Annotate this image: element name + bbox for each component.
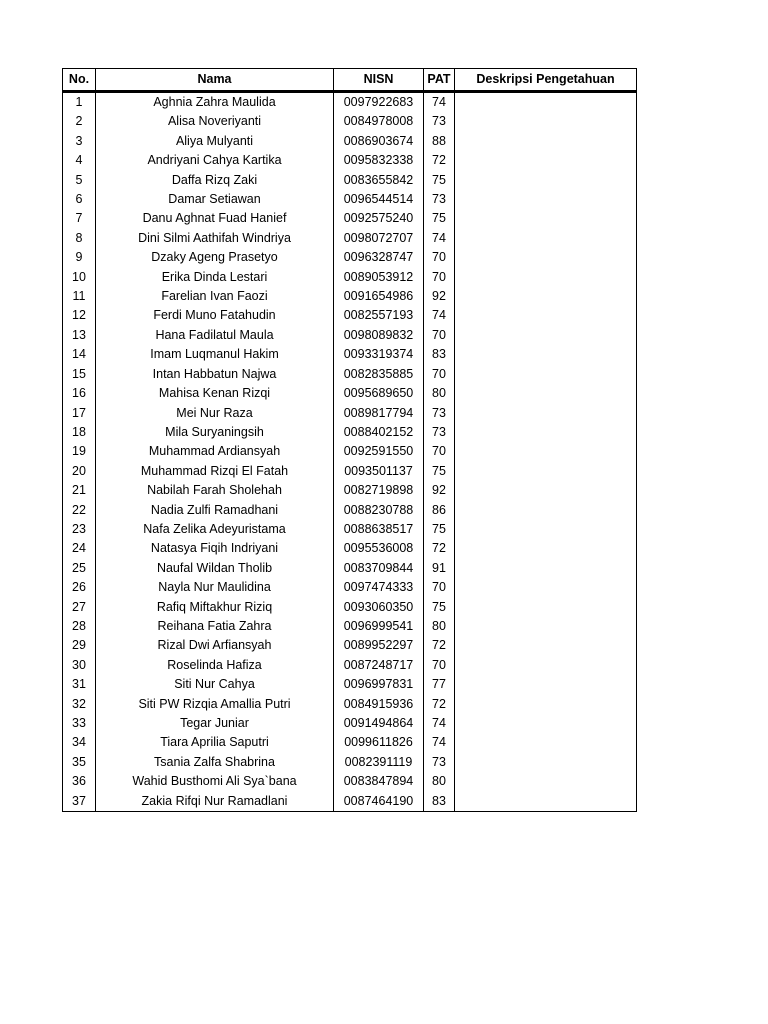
table-row xyxy=(63,753,637,772)
cell-pat: 70 xyxy=(424,326,455,345)
cell-deskripsi xyxy=(455,92,637,113)
cell-nisn: 0098089832 xyxy=(334,326,424,345)
header-nisn: NISN xyxy=(334,69,424,92)
cell-nisn: 0096544514 xyxy=(334,190,424,209)
cell-nama: Tsania Zalfa Shabrina xyxy=(96,753,334,772)
cell-deskripsi xyxy=(455,617,637,636)
table-row xyxy=(63,404,637,423)
cell-deskripsi xyxy=(455,209,637,228)
cell-nisn: 0099611826 xyxy=(334,733,424,752)
cell-deskripsi xyxy=(455,442,637,461)
cell-pat: 70 xyxy=(424,268,455,287)
cell-nama: Imam Luqmanul Hakim xyxy=(96,345,334,364)
cell-nisn: 0091494864 xyxy=(334,714,424,733)
cell-nama: Mei Nur Raza xyxy=(96,404,334,423)
table-row xyxy=(63,636,637,655)
cell-nisn: 0083847894 xyxy=(334,772,424,791)
cell-no: 14 xyxy=(63,345,96,364)
cell-no: 15 xyxy=(63,365,96,384)
student-grade-table xyxy=(62,68,637,812)
cell-deskripsi xyxy=(455,520,637,539)
cell-nama: Mila Suryaningsih xyxy=(96,423,334,442)
cell-no: 9 xyxy=(63,248,96,267)
cell-nisn: 0088638517 xyxy=(334,520,424,539)
cell-nisn: 0089817794 xyxy=(334,404,424,423)
cell-no: 19 xyxy=(63,442,96,461)
cell-nama: Zakia Rifqi Nur Ramadlani xyxy=(96,792,334,812)
cell-nisn: 0096997831 xyxy=(334,675,424,694)
cell-no: 8 xyxy=(63,229,96,248)
cell-deskripsi xyxy=(455,714,637,733)
cell-nisn: 0093501137 xyxy=(334,462,424,481)
table-row xyxy=(63,171,637,190)
cell-pat: 75 xyxy=(424,462,455,481)
cell-nisn: 0089952297 xyxy=(334,636,424,655)
table-row xyxy=(63,481,637,500)
cell-pat: 75 xyxy=(424,209,455,228)
cell-deskripsi xyxy=(455,578,637,597)
cell-nama: Farelian Ivan Faozi xyxy=(96,287,334,306)
table-row xyxy=(63,365,637,384)
cell-nama: Intan Habbatun Najwa xyxy=(96,365,334,384)
cell-no: 4 xyxy=(63,151,96,170)
cell-pat: 70 xyxy=(424,365,455,384)
cell-nisn: 0088230788 xyxy=(334,501,424,520)
cell-nama: Siti Nur Cahya xyxy=(96,675,334,694)
cell-no: 22 xyxy=(63,501,96,520)
cell-nisn: 0097474333 xyxy=(334,578,424,597)
cell-no: 16 xyxy=(63,384,96,403)
cell-no: 30 xyxy=(63,656,96,675)
cell-pat: 86 xyxy=(424,501,455,520)
table-row xyxy=(63,792,637,812)
cell-no: 37 xyxy=(63,792,96,812)
cell-deskripsi xyxy=(455,695,637,714)
cell-nisn: 0083655842 xyxy=(334,171,424,190)
cell-no: 27 xyxy=(63,598,96,617)
cell-deskripsi xyxy=(455,190,637,209)
cell-pat: 74 xyxy=(424,733,455,752)
cell-no: 6 xyxy=(63,190,96,209)
cell-pat: 80 xyxy=(424,384,455,403)
table-row xyxy=(63,520,637,539)
cell-no: 17 xyxy=(63,404,96,423)
cell-nama: Natasya Fiqih Indriyani xyxy=(96,539,334,558)
cell-no: 11 xyxy=(63,287,96,306)
table-row xyxy=(63,442,637,461)
cell-nama: Nayla Nur Maulidina xyxy=(96,578,334,597)
cell-nisn: 0092575240 xyxy=(334,209,424,228)
cell-nama: Muhammad Ardiansyah xyxy=(96,442,334,461)
header-no: No. xyxy=(63,69,96,92)
cell-pat: 73 xyxy=(424,112,455,131)
cell-nisn: 0097922683 xyxy=(334,92,424,113)
cell-nisn: 0084978008 xyxy=(334,112,424,131)
cell-nama: Siti PW Rizqia Amallia Putri xyxy=(96,695,334,714)
cell-pat: 74 xyxy=(424,306,455,325)
cell-nama: Mahisa Kenan Rizqi xyxy=(96,384,334,403)
cell-no: 35 xyxy=(63,753,96,772)
cell-deskripsi xyxy=(455,792,637,812)
cell-no: 1 xyxy=(63,92,96,113)
cell-nisn: 0098072707 xyxy=(334,229,424,248)
cell-nama: Rizal Dwi Arfiansyah xyxy=(96,636,334,655)
table-row xyxy=(63,151,637,170)
table-row xyxy=(63,345,637,364)
cell-nisn: 0092591550 xyxy=(334,442,424,461)
cell-pat: 92 xyxy=(424,481,455,500)
cell-pat: 70 xyxy=(424,578,455,597)
cell-nisn: 0083709844 xyxy=(334,559,424,578)
cell-nama: Nabilah Farah Sholehah xyxy=(96,481,334,500)
cell-deskripsi xyxy=(455,151,637,170)
cell-nama: Roselinda Hafiza xyxy=(96,656,334,675)
cell-nisn: 0095832338 xyxy=(334,151,424,170)
table-row xyxy=(63,772,637,791)
table-row xyxy=(63,132,637,151)
cell-deskripsi xyxy=(455,656,637,675)
cell-pat: 74 xyxy=(424,92,455,113)
cell-no: 21 xyxy=(63,481,96,500)
cell-nama: Muhammad Rizqi El Fatah xyxy=(96,462,334,481)
cell-no: 18 xyxy=(63,423,96,442)
cell-pat: 75 xyxy=(424,520,455,539)
cell-no: 29 xyxy=(63,636,96,655)
cell-deskripsi xyxy=(455,268,637,287)
cell-nama: Erika Dinda Lestari xyxy=(96,268,334,287)
table-row xyxy=(63,92,637,113)
cell-no: 12 xyxy=(63,306,96,325)
cell-pat: 72 xyxy=(424,539,455,558)
cell-nisn: 0095689650 xyxy=(334,384,424,403)
cell-nama: Alisa Noveriyanti xyxy=(96,112,334,131)
cell-nama: Aghnia Zahra Maulida xyxy=(96,92,334,113)
table-row xyxy=(63,559,637,578)
table-row xyxy=(63,423,637,442)
cell-no: 3 xyxy=(63,132,96,151)
cell-nama: Aliya Mulyanti xyxy=(96,132,334,151)
cell-nama: Dini Silmi Aathifah Windriya xyxy=(96,229,334,248)
cell-pat: 73 xyxy=(424,423,455,442)
cell-nama: Danu Aghnat Fuad Hanief xyxy=(96,209,334,228)
cell-pat: 74 xyxy=(424,229,455,248)
table-row xyxy=(63,287,637,306)
cell-nisn: 0088402152 xyxy=(334,423,424,442)
table-row xyxy=(63,598,637,617)
cell-pat: 91 xyxy=(424,559,455,578)
cell-pat: 73 xyxy=(424,404,455,423)
cell-nisn: 0082391119 xyxy=(334,753,424,772)
cell-no: 33 xyxy=(63,714,96,733)
table-row xyxy=(63,656,637,675)
cell-no: 2 xyxy=(63,112,96,131)
cell-nama: Ferdi Muno Fatahudin xyxy=(96,306,334,325)
cell-nama: Rafiq Miftakhur Riziq xyxy=(96,598,334,617)
cell-no: 5 xyxy=(63,171,96,190)
cell-nisn: 0091654986 xyxy=(334,287,424,306)
cell-deskripsi xyxy=(455,287,637,306)
cell-pat: 92 xyxy=(424,287,455,306)
cell-no: 23 xyxy=(63,520,96,539)
cell-no: 7 xyxy=(63,209,96,228)
cell-deskripsi xyxy=(455,481,637,500)
cell-no: 10 xyxy=(63,268,96,287)
table-row xyxy=(63,326,637,345)
table-row xyxy=(63,229,637,248)
table-row xyxy=(63,675,637,694)
cell-nisn: 0082557193 xyxy=(334,306,424,325)
cell-nisn: 0093319374 xyxy=(334,345,424,364)
cell-no: 36 xyxy=(63,772,96,791)
cell-deskripsi xyxy=(455,462,637,481)
cell-pat: 74 xyxy=(424,714,455,733)
table-row xyxy=(63,112,637,131)
cell-deskripsi xyxy=(455,132,637,151)
cell-nisn: 0096328747 xyxy=(334,248,424,267)
header-deskripsi: Deskripsi Pengetahuan xyxy=(455,69,637,92)
cell-deskripsi xyxy=(455,384,637,403)
cell-deskripsi xyxy=(455,306,637,325)
table-row xyxy=(63,462,637,481)
cell-nisn: 0082835885 xyxy=(334,365,424,384)
cell-deskripsi xyxy=(455,229,637,248)
cell-pat: 73 xyxy=(424,190,455,209)
cell-nisn: 0095536008 xyxy=(334,539,424,558)
cell-deskripsi xyxy=(455,112,637,131)
table-row xyxy=(63,268,637,287)
cell-pat: 83 xyxy=(424,792,455,812)
cell-deskripsi xyxy=(455,345,637,364)
cell-pat: 83 xyxy=(424,345,455,364)
cell-nama: Nadia Zulfi Ramadhani xyxy=(96,501,334,520)
cell-pat: 88 xyxy=(424,132,455,151)
header-pat: PAT xyxy=(424,69,455,92)
cell-pat: 72 xyxy=(424,636,455,655)
cell-no: 32 xyxy=(63,695,96,714)
cell-pat: 75 xyxy=(424,171,455,190)
cell-nisn: 0096999541 xyxy=(334,617,424,636)
table-row xyxy=(63,733,637,752)
cell-deskripsi xyxy=(455,733,637,752)
cell-nisn: 0093060350 xyxy=(334,598,424,617)
cell-nisn: 0087464190 xyxy=(334,792,424,812)
cell-nama: Andriyani Cahya Kartika xyxy=(96,151,334,170)
cell-pat: 72 xyxy=(424,695,455,714)
cell-nama: Nafa Zelika Adeyuristama xyxy=(96,520,334,539)
table-row xyxy=(63,539,637,558)
cell-nama: Reihana Fatia Zahra xyxy=(96,617,334,636)
cell-nama: Naufal Wildan Tholib xyxy=(96,559,334,578)
cell-nisn: 0089053912 xyxy=(334,268,424,287)
cell-nama: Tegar Juniar xyxy=(96,714,334,733)
cell-no: 28 xyxy=(63,617,96,636)
cell-deskripsi xyxy=(455,171,637,190)
cell-pat: 77 xyxy=(424,675,455,694)
cell-nisn: 0087248717 xyxy=(334,656,424,675)
table-row xyxy=(63,501,637,520)
cell-deskripsi xyxy=(455,248,637,267)
table-row xyxy=(63,190,637,209)
cell-deskripsi xyxy=(455,772,637,791)
table-header-row xyxy=(63,69,637,92)
cell-nama: Damar Setiawan xyxy=(96,190,334,209)
table-row xyxy=(63,695,637,714)
cell-deskripsi xyxy=(455,501,637,520)
cell-pat: 70 xyxy=(424,248,455,267)
cell-deskripsi xyxy=(455,539,637,558)
cell-no: 31 xyxy=(63,675,96,694)
cell-deskripsi xyxy=(455,598,637,617)
cell-deskripsi xyxy=(455,559,637,578)
cell-no: 26 xyxy=(63,578,96,597)
table-row xyxy=(63,714,637,733)
cell-nisn: 0086903674 xyxy=(334,132,424,151)
table-row xyxy=(63,384,637,403)
cell-pat: 80 xyxy=(424,772,455,791)
cell-deskripsi xyxy=(455,636,637,655)
cell-nama: Dzaky Ageng Prasetyo xyxy=(96,248,334,267)
cell-pat: 80 xyxy=(424,617,455,636)
cell-deskripsi xyxy=(455,423,637,442)
cell-nisn: 0082719898 xyxy=(334,481,424,500)
cell-pat: 75 xyxy=(424,598,455,617)
cell-pat: 70 xyxy=(424,442,455,461)
cell-no: 34 xyxy=(63,733,96,752)
cell-nama: Wahid Busthomi Ali Sya`bana xyxy=(96,772,334,791)
cell-pat: 73 xyxy=(424,753,455,772)
cell-no: 20 xyxy=(63,462,96,481)
cell-nama: Hana Fadilatul Maula xyxy=(96,326,334,345)
cell-nama: Daffa Rizq Zaki xyxy=(96,171,334,190)
cell-no: 24 xyxy=(63,539,96,558)
cell-deskripsi xyxy=(455,675,637,694)
cell-deskripsi xyxy=(455,753,637,772)
cell-deskripsi xyxy=(455,326,637,345)
header-nama: Nama xyxy=(96,69,334,92)
cell-nisn: 0084915936 xyxy=(334,695,424,714)
cell-deskripsi xyxy=(455,365,637,384)
cell-deskripsi xyxy=(455,404,637,423)
table-row xyxy=(63,617,637,636)
table-row xyxy=(63,578,637,597)
table-body xyxy=(63,92,637,812)
cell-no: 13 xyxy=(63,326,96,345)
cell-nama: Tiara Aprilia Saputri xyxy=(96,733,334,752)
cell-pat: 70 xyxy=(424,656,455,675)
cell-pat: 72 xyxy=(424,151,455,170)
cell-no: 25 xyxy=(63,559,96,578)
table-row xyxy=(63,306,637,325)
table-row xyxy=(63,209,637,228)
table-row xyxy=(63,248,637,267)
